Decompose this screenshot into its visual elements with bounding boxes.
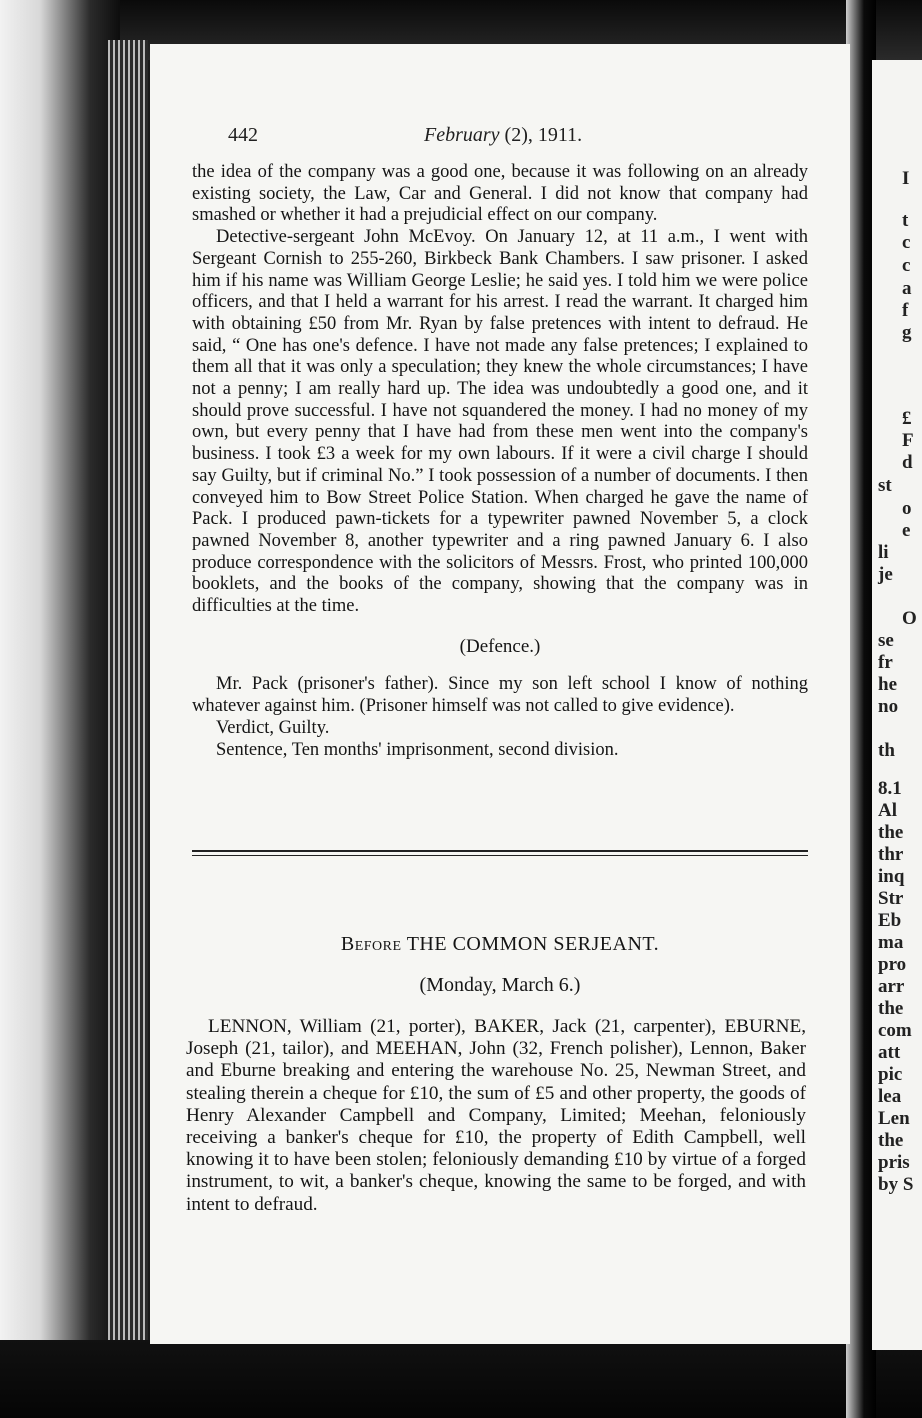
facing-page-fragment xyxy=(872,60,922,1350)
sentence-line: Sentence, Ten months' imprisonment, second division. xyxy=(216,739,619,760)
facing-page-text: fr xyxy=(878,652,893,673)
facing-page-text: th xyxy=(878,740,895,761)
facing-page-text: 8.1 xyxy=(878,778,902,799)
facing-page-text: li xyxy=(878,542,889,563)
facing-page-text: se xyxy=(878,630,894,651)
facing-page-text: c xyxy=(902,232,911,253)
case-text xyxy=(186,1016,806,1216)
book-page-edges xyxy=(108,40,148,1360)
facing-page-text: Str xyxy=(878,888,904,909)
facing-page-text: lea xyxy=(878,1086,902,1107)
defence-statement: Mr. Pack (prisoner's father). Since my son left school I know of nothing whatever against him. (Prisoner himself was not called to give evidence). xyxy=(192,674,808,717)
sitting-date: (Monday, March 6.) xyxy=(419,974,581,996)
facing-page-text: the xyxy=(878,998,904,1019)
facing-page-text: d xyxy=(902,452,913,473)
section-title-prefix: Before xyxy=(340,933,402,955)
paragraph-witness-mcevoy: Detective-sergeant John McEvoy. On January 12, at 11 a.m., I went with Sergeant Cornish to 255-260, Birkbeck Bank Chambers. I saw prisoner. I asked him if his name was William George Leslie; he said yes. I told him we were police officers, and that I held a warrant for his arrest. I read the warrant. It charged him with obtaining £50 from Mr. Ryan by false pretences with intent to defraud. He said, “ One has one's defence. I have not made any false pretences; I explained to them all that it was only a speculation; they knew the whole circumstances; I have not a penny; I am really hard up. The idea was undoubtedly a good one, and it should prove successful. I have not squandered the money. I had no money of my own, but every penny that I have had from these men went into the company's business. I took £3 a week for my own labours. If it were a civil charge I should say Guilty, but if criminal No.” I took possession of a number of documents. I then conveyed him to Bow Street Police Station. When charged he gave the name of Pack. I produced pawn-tickets for a typewriter pawned November 5, a clock pawned November 8, another typewriter and a ring pawned January 6. I also produce correspondence with the solicitors of Messrs. Frost, who printed 100,000 booklets, and the books of the company, showing that the company was in difficulties at the time. xyxy=(192,227,808,617)
facing-page-text: O xyxy=(902,608,917,629)
facing-page-text: ma xyxy=(878,932,904,953)
facing-page-text: £ xyxy=(902,408,912,429)
case-paragraph: LENNON, William (21, porter), BAKER, Jack (21, carpenter), EBURNE, Joseph (21, tailor), and MEEHAN, John (32, French polisher), Lennon, Baker and Eburne breaking and entering the warehouse No. 25, Newman Street, and stealing therein a cheque for £10, the sum of £5 and other property, the goods of Henry Alexander Campbell and Company, Limited; Meehan, feloniously receiving a banker's cheque for £10, the property of Edith Campbell, well knowing it to have been stolen; feloniously demanding £10 by virtue of a forged instrument, to wit, a banker's cheque, knowing the same to be forged, and with intent to defraud. xyxy=(186,1016,806,1215)
section-title-main: THE COMMON SERJEANT. xyxy=(401,933,660,955)
facing-page-text: F xyxy=(902,430,914,451)
page-number: 442 xyxy=(228,124,258,146)
facing-page-text: c xyxy=(902,255,911,276)
running-date-month: February xyxy=(424,124,500,146)
scan-border-left xyxy=(0,0,120,1418)
facing-page-text: no xyxy=(878,696,899,717)
facing-page-text: st xyxy=(878,475,892,496)
running-date xyxy=(424,124,582,147)
facing-page-text: je xyxy=(878,564,893,585)
facing-page-text: the xyxy=(878,822,904,843)
facing-page-text: o xyxy=(902,498,912,519)
facing-page-text: Len xyxy=(878,1108,910,1129)
document-page xyxy=(150,44,850,1344)
defence-heading: (Defence.) xyxy=(459,635,541,657)
facing-page-text: pic xyxy=(878,1064,903,1085)
facing-page-text: t xyxy=(902,210,909,231)
facing-page-text: by S xyxy=(878,1174,914,1195)
facing-page-text: f xyxy=(902,300,909,321)
facing-page-text: a xyxy=(902,278,912,299)
facing-page-text: I xyxy=(902,168,910,189)
facing-page-text: Eb xyxy=(878,910,902,931)
running-date-rest: (2), 1911. xyxy=(499,124,583,146)
paragraph-continuation: the idea of the company was a good one, because it was following on an already existing society, the Law, Car and General. I did not know that company had smashed or whether it had a prejudicial effect on our company. xyxy=(192,162,808,226)
facing-page-text: arr xyxy=(878,976,905,997)
facing-page-text: pro xyxy=(878,954,907,975)
facing-page-text: thr xyxy=(878,844,904,865)
facing-page-text: com xyxy=(878,1020,912,1041)
facing-page-text: pris xyxy=(878,1152,910,1173)
facing-page-text: g xyxy=(902,322,912,343)
section-divider-rule xyxy=(192,850,808,860)
facing-page-text: att xyxy=(878,1042,901,1063)
facing-page-text: the xyxy=(878,1130,904,1151)
facing-page-text: e xyxy=(902,520,911,541)
verdict-line: Verdict, Guilty. xyxy=(216,717,330,738)
body-text xyxy=(192,162,808,761)
facing-page-text: inq xyxy=(878,866,905,887)
section-title xyxy=(192,933,808,956)
scan-border-bottom xyxy=(0,1340,922,1418)
facing-page-text: Al xyxy=(878,800,897,821)
facing-page-text: he xyxy=(878,674,897,695)
